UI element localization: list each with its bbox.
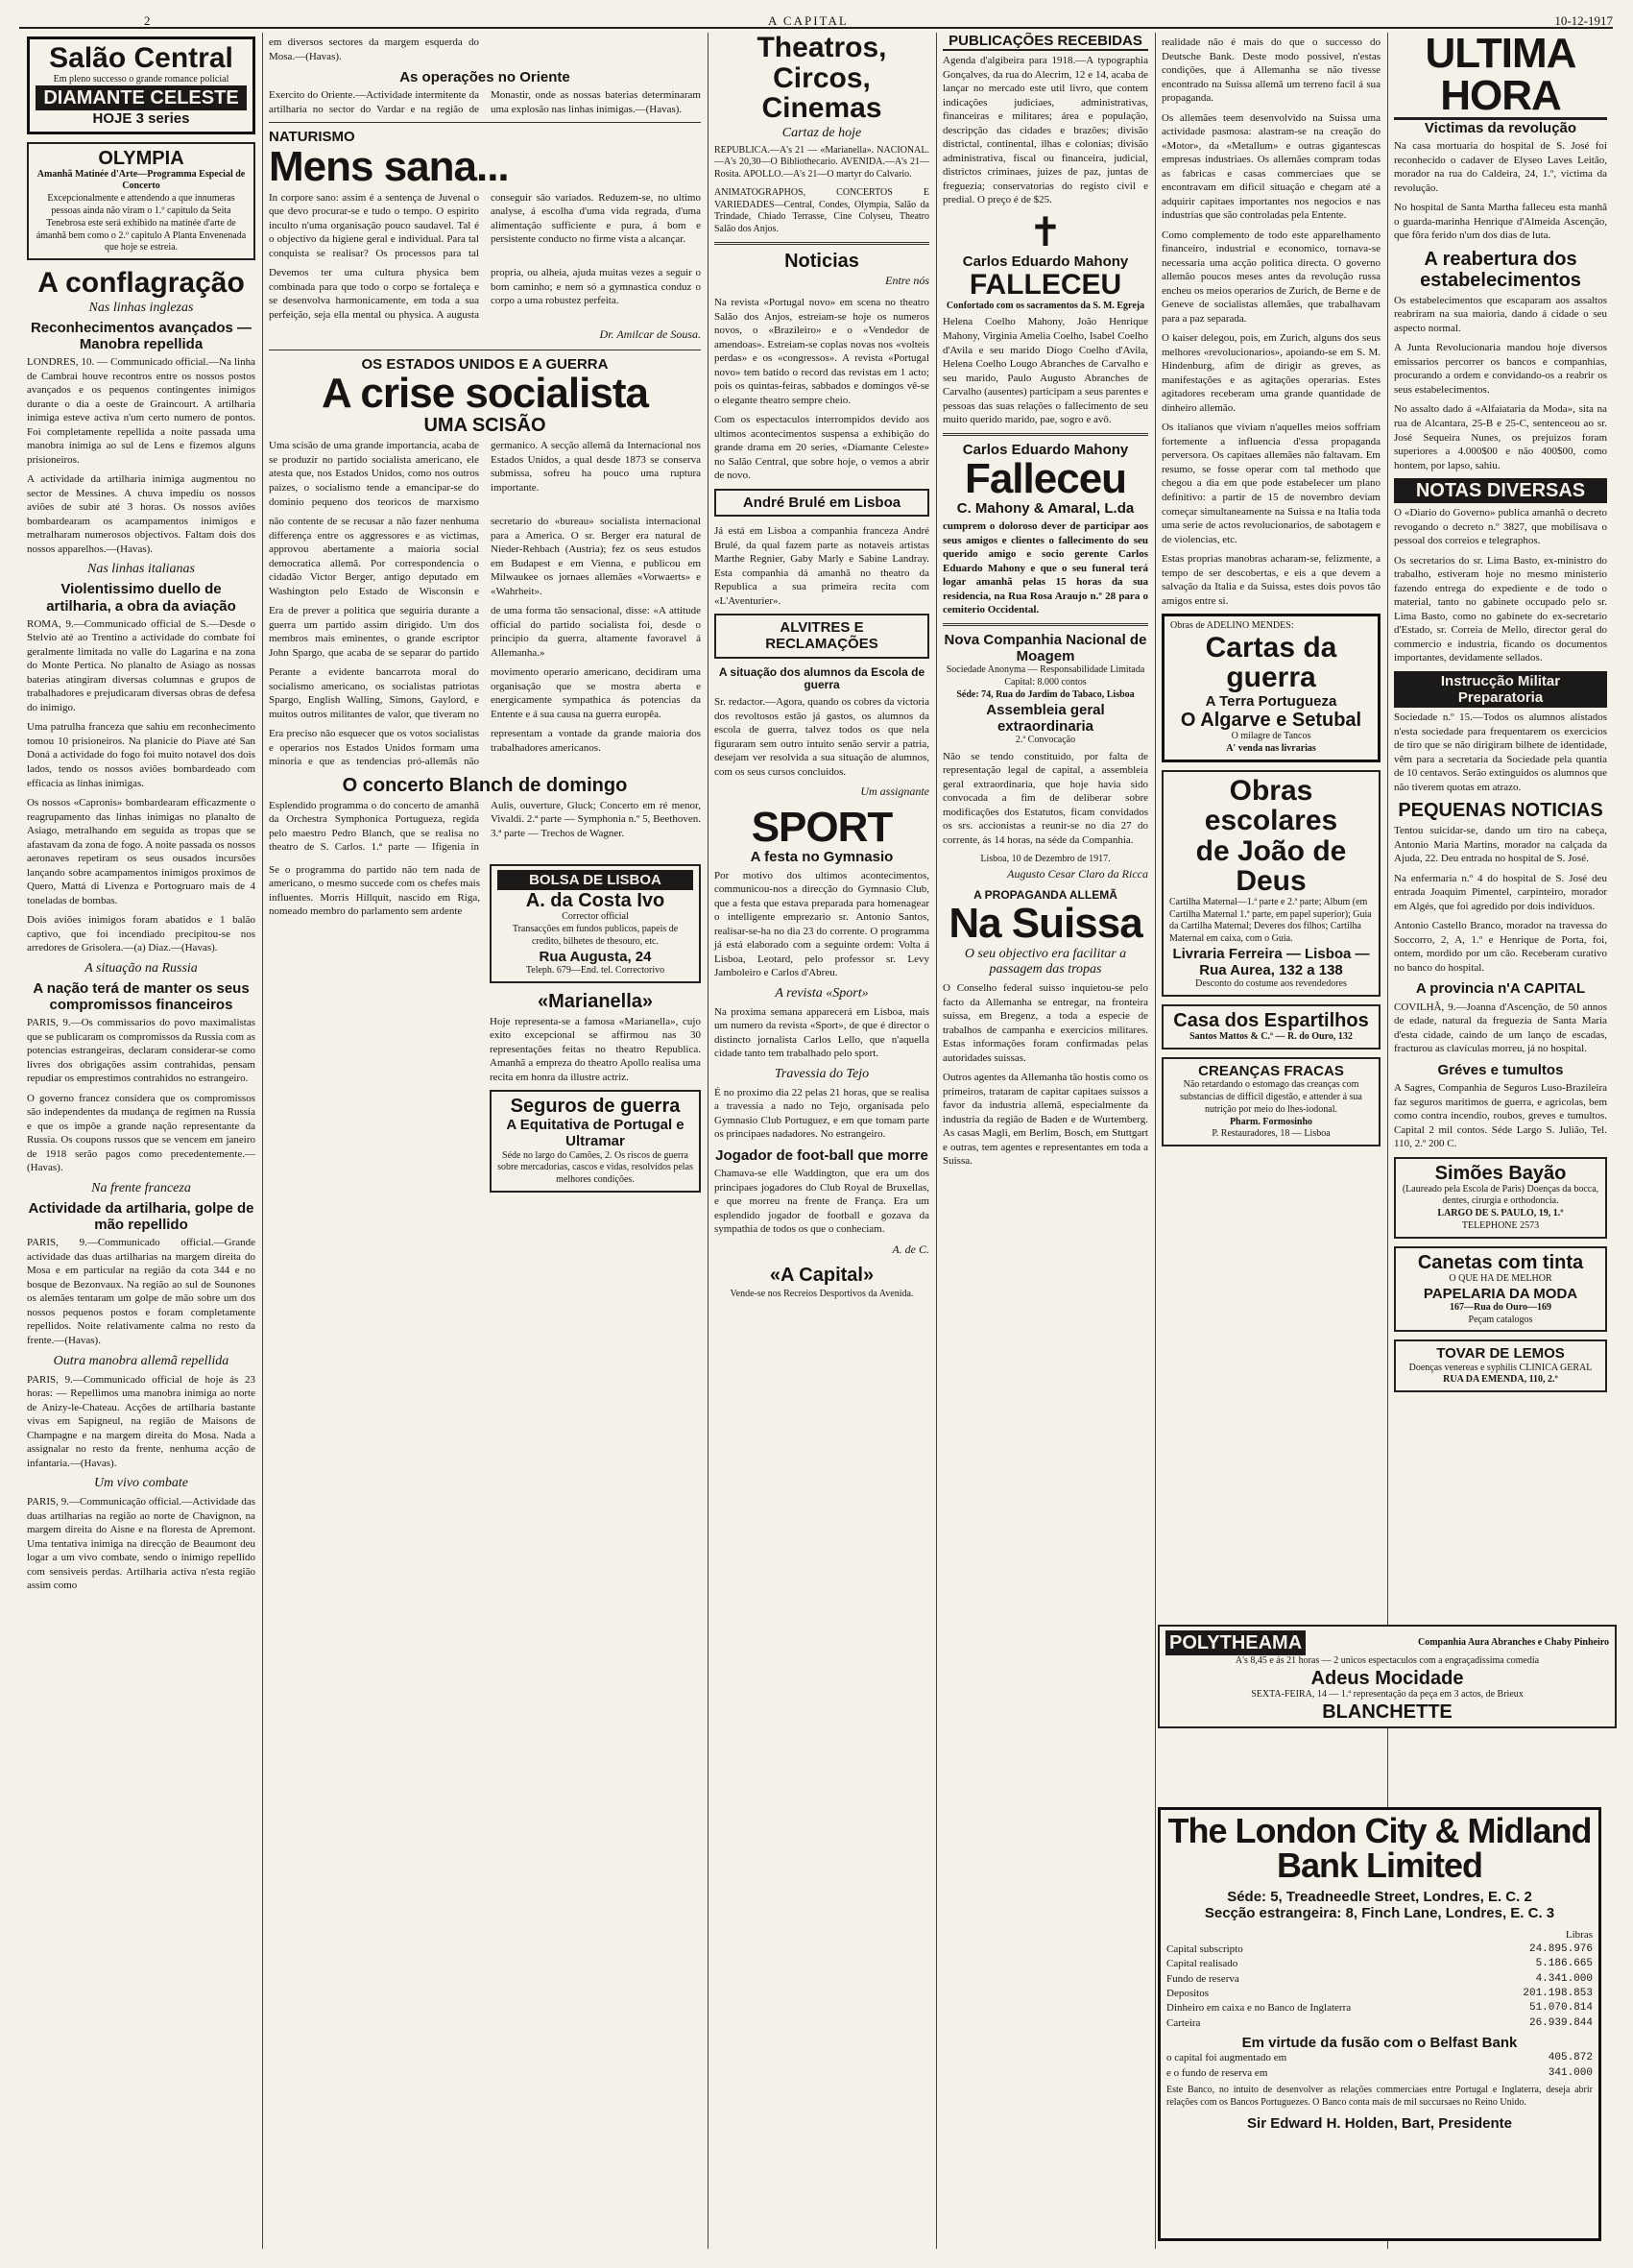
article-title: «A Capital» [769, 1264, 875, 1286]
article-title: ALVITRES E RECLAMAÇÕES [765, 619, 878, 653]
article-paragraph: COVILHÃ, 9.—Joanna d'Ascenção, de 50 annos de edade, natural da freguezia de Santa Maria d'esta cidade, caindo de um lanço de escadas, fracturou as clavículas morreu, já no hospital. [1394, 1001, 1607, 1055]
ad-simoes-tel: TELEPHONE 2573 [1461, 1220, 1540, 1231]
bank-row-value: 24.895.976 [1528, 1942, 1593, 1955]
ad-desconto: Desconto do costume aos revendedores [1195, 978, 1347, 990]
article-paragraph: Perante a evidente bancarrota moral do socialismo americano, os socialistas patriotas Spargo, English Walling, Simons, Gaylord, e muitos outros militantes de valor, que tiveram no movimento operario americano, decidiram uma organisação que se mostra aberta e energicamente sympathica ás potencias da Entente e á sua causa na guerra europêa. [269, 666, 701, 720]
bank-ledger [1166, 1928, 1593, 2032]
ad-simoes-addr: LARGO DE S. PAULO, 19, 1.º [1437, 1208, 1564, 1219]
divider [943, 623, 1148, 626]
article-paragraph: O «Diario do Governo» publica amanhã o decreto revogando o decreto n.º 3827, que mobilisava o pessoal dos correios e telegraphos. [1394, 507, 1607, 547]
bank-sede: Séde: 5, Treadneedle Street, Londres, E. C. 2 [1227, 1889, 1532, 1905]
ad-salao-tagline: Em pleno successo o grande romance policial [53, 73, 229, 84]
article-paragraph: Na casa mortuaria do hospital de S. José foi reconhecido o cadaver de Elyseo Laves Leitão, morador na rua do Caldeira, 24, 1.º, victima da revolução. [1394, 140, 1607, 194]
obituary-word: Falleceu [964, 454, 1127, 502]
ad-canetas: Canetas com tinta [1417, 1251, 1584, 1273]
bank-currency-row [1166, 1928, 1593, 1942]
ad-bolsa-addr: Rua Augusta, 24 [539, 948, 652, 965]
ad-seguros [490, 1090, 701, 1193]
article-paragraph: Era de prever a politica que seguiria durante a guerra um partido assim dirigido. Um dos membros mais eminentes, o grande escriptor John Spargo, que acaba de se separar do partido de uma forma tão sensacional, disse: «A attitude official do partido socialista foi, desde o principio da guerra, altamente favoravel á Allemanha.» [269, 605, 701, 659]
article-subtitle: O seu objectivo era facilitar a passagem das tropas [964, 947, 1127, 977]
bank-row [1166, 2066, 1593, 2081]
article-paragraph: realidade não é mais do que o successo do Deutsche Bank. Deste modo possivel, n'estas condições, que á Allemanha se não tivesse encontrado na Suissa allemã um terreno facil á sua propaganda. [1162, 36, 1381, 105]
bank-row-value: 51.070.814 [1528, 2002, 1593, 2015]
header-rule [19, 27, 1613, 29]
article-subhead: Reconhecimentos avançados —Manobra repellida [30, 319, 252, 352]
article-paragraph: Com os espectaculos interrompidos devido aos ultimos acontecimentos suspensa a exhibição do grande drama em 20 series, «Diamante Celeste» no Salão Central, que sobre hoje, o vemos a abrir de novo. [714, 414, 929, 482]
article-paragraph: É no proximo dia 22 pelas 21 horas, que se realisa a travessia a nado no Tejo, organisada pelo Gymnasio Club Portuguez, e em que tomam parte os principaes nadadores. No estrangeiro. [714, 1086, 929, 1141]
article-paragraph: Sociedade n.º 15.—Todos os alumnos alistados n'esta sociedade para frequentarem os exercicios de tiro que se não dirigiram bilhete de identidade, vêm para a secretaria da Sociedade pela quantia de 10 centavos. Serão extinguidos os alumnos que não tiverem quotas em atrazo. [1394, 712, 1607, 793]
article-subhead: A reabertura dos estabelecimentos [1420, 248, 1581, 291]
article-paragraph: Antonio Castello Branco, morador na travessa do Soccorro, 2, A, 1.º e Henrique de Porta, foi, ontem, mordido por um cão. Receberam curativo no banco do hospital. [1394, 920, 1607, 974]
article-subtitle: Outra manobra allemã repellida [53, 1353, 229, 1368]
section-title: Theatros, Circos, Cinemas [756, 33, 887, 124]
article-paragraph: Os secretarios do sr. Lima Basto, ex-ministro do trabalho, estiveram hoje no mesmo ministerio fazendo entrega do expediente e de todo o material, tanto no gabinete occupado pelo sr. Lima Basto, como no gabinete do ex-secretario d'Estado, sr. Correia de Mello, director geral do commercio e industria, ficando os documentos importantes, devidamente sellados. [1394, 554, 1607, 664]
ad-creancas-text: Não retardando o estomago das creanças com substancias de difficil digestão, e attender á sua nutrição por meio do lhes-iodonal. [1180, 1079, 1362, 1115]
notice-title: Nova Companhia Nacional de Moagem [944, 631, 1147, 664]
notice-signature: Augusto Cesar Claro da Ricca [1007, 867, 1148, 881]
article-title: Mens sana... [269, 142, 509, 190]
article-paragraph: PARIS, 9.—Communicado official de hoje ás 23 horas: — Repellimos uma manobra inimiga ao norte de Anizy-le-Chateau. Acções de artilharia bastante vivas em Sapigneul, na região de Maisons de Champagne e na margem direita do Mosa. Nada a assignalar no resto da frente, nenhuma acção de infantaria.—(Havas). [27, 1373, 255, 1469]
ad-polytheama [1158, 1625, 1617, 1728]
ad-salao-film: DIAMANTE CELESTE [36, 85, 247, 110]
bank-fusion: Em virtude da fusão com o Belfast Bank [1241, 2035, 1518, 2052]
section-title: PEQUENAS NOTICIAS [1398, 800, 1603, 822]
obituary-sub: Confortado com os sacramentos da S. M. Egreja [946, 300, 1145, 311]
ad-olympia-name: OLYMPIA [98, 147, 184, 169]
bank-row-label: e o fundo de reserva em [1166, 2066, 1268, 2079]
page-header [19, 13, 1613, 27]
obituary-word: FALLECEU [969, 269, 1122, 302]
obituary-name: Carlos Eduardo Mahony [962, 441, 1129, 458]
article-paragraph: Uma scisão de uma grande importancia, acaba de se produzir no partido socialista americano, ele atesta que, nos Estados Unidos, como nos outros paizes, o socialismo tende a emancipar-se do dominio pequeno dos teoricos de marxismo germanico. A secção allemã da Internacional nos Estados Unidos, a qual desde 1873 se conserva submissa, sofreu ha pouco uma ruptura importante. [269, 440, 701, 508]
article-signature: Dr. Amilcar de Sousa. [599, 327, 701, 342]
theatre-list: REPUBLICA.—A's 21 — «Marianella». NACIONAL.—A's 20,30—O Bibliothecario. AVENIDA.—A's 21—Rosita. APOLLO.—A's 21—O martyr do Calvario. [714, 144, 929, 181]
article-paragraph: In corpore sano: assim é a sentença de Juvenal o que devo procurar-se e tudo o tempo. O espirito inculto n'uma organisação pouco saudavel. Tal é o objectivo da higiene geral e individual. Para tal conquista se realisar? Os processos para tal conseguir são variados. Reduzem-se, no ultimo analyse, á escolha d'uma vida regrada, d'uma alimentação sufficiente e pura, á bom e persistente conducto no firme vista a alcançar. [269, 191, 701, 259]
ad-canetas-sub: O QUE HA DE MELHOR [1449, 1272, 1552, 1284]
bank-president: Sir Edward H. Holden, Bart, Presidente [1247, 2114, 1512, 2132]
ad-seguros-name: A Equitativa de Portugal e Ultramar [506, 1117, 684, 1150]
article-subhead: A situação dos alumnos da Escola de guerra [718, 664, 925, 692]
column-4 [937, 33, 1154, 2249]
article-title: Na Suissa [949, 900, 1142, 948]
ad-catalogos: Peçam catalogos [1468, 1314, 1533, 1325]
bank-row-value: 26.939.844 [1528, 2016, 1593, 2029]
notice-date: Lisboa, 10 de Dezembro de 1917. [980, 853, 1111, 864]
article-subhead: As operações no Oriente [399, 69, 570, 86]
article-subhead: A nação terá de manter os seus compromissos financeiros [33, 979, 250, 1013]
section-label: OS ESTADOS UNIDOS E A GUERRA [361, 356, 609, 374]
bank-row [1166, 2001, 1593, 2015]
ad-book-title: Cartas da guerra [1205, 631, 1337, 694]
bank-row [1166, 2016, 1593, 2031]
article-paragraph: Chamava-se elle Waddington, que era um dos principaes jogadores do Club Royal de Bruxellas, e que morreu na frente de França. Era um esplendido jogador de football e gozava da sympathia de todos os que o conheciam. [714, 1168, 929, 1236]
ad-poly-company: Companhia Aura Abranches e Chaby Pinheiro [1417, 1636, 1609, 1648]
article-subtitle: Nas linhas italianas [86, 562, 196, 577]
article-paragraph: O kaiser delegou, pois, em Zurich, alguns dos seus melhores «revolucionarios», apoiando-se em S. M. Hindenburg, afim de dirigir as greves, as manifestações e as agitações operarias. Estes agitadores receberam uma grande quantidade de dinheiro allemão. [1162, 332, 1381, 414]
bank-ledger-2 [1166, 2051, 1593, 2081]
ad-obras-label: Obras de ADELINO MENDES: [1170, 620, 1294, 632]
article-paragraph: Como complemento de todo este apparelhamento financeiro, industrial e economico, tornava-se necessaria uma acção politica directa. O governo allemão poucos meses antes da revolução russa encheu os meios operarios de Zurich, de Berne e de Geneve de socialistas allemães, que trabalhavam para a paz separada. [1162, 229, 1381, 325]
article-signature: A. de C. [892, 1242, 929, 1256]
article-paragraph: Tentou suicidar-se, dando um tiro na cabeça, Antonio Maria Martins, morador na calçada da Ajuda, 22. Deu entrada no hospital de S. José. [1394, 825, 1607, 865]
col2-bottom-right [490, 860, 701, 1200]
ad-book-title: O Algarve e Setubal [1180, 710, 1362, 732]
ad-london-city-midland-bank [1158, 1807, 1601, 2241]
bank-row [1166, 1987, 1593, 2001]
section-title: NOTAS DIVERSAS [1394, 478, 1607, 503]
cinema-list: ANIMATOGRAPHOS, CONCERTOS E VARIEDADES—Central, Condes, Olympia, Salão da Trindade, Chiado Terrasse, Cine Colyseu, Theatro Salão dos Anjos. [714, 186, 929, 235]
article-paragraph: Dois aviões inimigos foram abatidos e 1 balão captivo, que foi incendiado precipitou-se nos arredores de Grisolera.—(a) Diaz.—(Havas). [27, 914, 255, 954]
ad-livraria: Livraria Ferreira — Lisboa — Rua Aurea, 132 a 138 [1172, 945, 1370, 979]
notice-assembly: Assembleia geral extraordinaria [986, 701, 1105, 735]
article-paragraph: No hospital de Santa Martha falleceu esta manhã o guarda-marinha Henrique d'Almeida Ascenção, que fôra ferido n'um dos dias de luta. [1394, 202, 1607, 242]
section-subtitle: Cartaz de hoje [781, 125, 862, 140]
bank-row-label: Dinheiro em caixa e no Banco de Inglaterra [1166, 2002, 1352, 2015]
article-paragraph: LONDRES, 10. — Communicado official.—Na linha de Cambrai houve recontros entre os nossos postos avançados e os pequenos contingentes inimigos durante o dia a oeste de Graincourt. A artilharia inimiga esteve activa n'um certo numero de pontos. Foi completamente repellida a noite passada uma manobra inimiga ao sul de Lens e fizemos alguns prisioneiros. [27, 356, 255, 466]
section-title: ULTIMA HORA [1394, 33, 1607, 120]
ad-salao-badge-num: 3 [135, 110, 144, 128]
ad-bolsa-title: BOLSA DE LISBOA [497, 870, 693, 890]
article-subtitle: Um vivo combate [94, 1476, 188, 1491]
ad-espartilhos [1162, 1004, 1381, 1050]
section-label: NATURISMO [269, 129, 355, 146]
article-paragraph: Devemos ter uma cultura physica bem combinada para que todo o corpo se fortaleça e se desenvolva harmonicamente, em toda a sua perfeição, seja ella mental ou physica. A augusta propria, ou alheia, ajuda muitas vezes a seguir o bom caminho; e nem só a gymnastica conduz o corpo a uma robustez perfeita. [269, 267, 701, 321]
article-subhead: Jogador de foot-ball que morre [715, 1146, 928, 1164]
article-subtitle: Nas linhas inglezas [88, 300, 194, 315]
ad-salao-hoje [36, 110, 247, 127]
article-signature: Um assignante [860, 784, 929, 799]
ad-book-title: O milagre de Tancos [1231, 731, 1311, 742]
article-paragraph: A Sagres, Companhia de Seguros Luso-Brazileira faz seguros maritimos de guerra, e agricolas, bem como contra incendio, roubos, greves e tumultos. Capital 2 mil contos. Séde Largo S. Julião, Tel. 110, 2.º 200 C. [1394, 1082, 1607, 1150]
bank-row [1166, 1957, 1593, 1971]
article-paragraph: PARIS, 9.—Communicado official.—Grande actividade das duas artilharias na margem direita do Mosa e em particular na região da cota 344 e no bosque de Bezonvaux. Na região ao sul de Sounones os alemães tentaram um golpe de mão sobre um dos nossos pequenos postos e foram completamente repellidos. Noite relativamente calma no resto da frente.—(Havas). [27, 1237, 255, 1346]
article-paragraph: Estas proprias manobras acharam-se, felizmente, a tempo de ser descobertas, e eis a que devem a salvação da Italia e da Suissa, estes dois povos tão amigos entre si. [1162, 553, 1381, 607]
article-paragraph: Vende-se nos Recreios Desportivos da Avenida. [730, 1288, 914, 1299]
article-paragraph: Exercito do Oriente.—Actividade intermitente da artilharia no sector do Vardar e na região de Monastir, onde as nossas baterias determinaram uma explosão nas linhas inimigas.—(Havas). [269, 89, 701, 115]
column-3 [708, 33, 935, 2249]
ad-pharm: Pharm. Formosinho [1229, 1116, 1313, 1127]
article-title: A conflagração [37, 267, 245, 300]
column-2 [263, 33, 707, 2249]
section-title: PUBLICAÇÕES RECEBIDAS [943, 33, 1148, 51]
bank-currency: Libras [1565, 1928, 1593, 1941]
section-title: Gréves e tumultos [1437, 1061, 1564, 1078]
ad-olympia-line1: Amanhã Matinée d'Arte—Programma Especial de Concerto [36, 168, 246, 192]
article-subhead: Actividade da artilharia, golpe de mão repellido [28, 1199, 254, 1234]
bank-row-label: o capital foi augmentado em [1166, 2052, 1287, 2064]
ad-espartilhos-addr: Santos Mattos & C.ª — R. do Ouro, 132 [1189, 1031, 1353, 1043]
section-subtitle: Entre nós [885, 274, 929, 288]
ad-simoes-sub: (Laureado pela Escola de Paris) Doenças da bocca, dentes, cirurgia e orthodoncia. [1402, 1183, 1599, 1207]
article-title: André Brulé em Lisboa [742, 494, 901, 511]
ad-poly-text: A's 8,45 e ás 21 horas — 2 unicos espectaculos com a engraçadissima comedia [1235, 1655, 1540, 1666]
article-title: A crise socialista [322, 370, 648, 418]
masthead: A CAPITAL [768, 13, 849, 28]
bank-row [1166, 2051, 1593, 2065]
article-subhead: Violentissimo duello de artilharia, a obra da aviação [46, 581, 236, 615]
ad-creancas [1162, 1057, 1381, 1146]
article-paragraph: Hoje representa-se a famosa «Marianella», cujo exito excepcional se affirmou nas 30 representações feitas no theatro Republica. Amanhã a empreza do theatro Apollo realisa uma recita em honra da illustre actriz. [490, 1015, 701, 1083]
cross-icon: ✝ [1028, 210, 1063, 255]
section-label: A PROPAGANDA ALLEMÃ [973, 888, 1117, 903]
column-1 [21, 33, 261, 2249]
article-paragraph: Agenda d'algibeira para 1918.—A typographia Gonçalves, da rua do Alecrim, 12 e 14, acaba de lançar no mercado este util livro, que contem indicações judiciaes, administrativas, financeiras e militares; área e população, descripção das cidades e brazões; divisão districtal, continental, ilhas e colonias; divisão administrativa, fiscal ou financeira, judicial, districtos criminaes, juizes de paz, juntas de freguezia; conservatorias do registo civil e predial. O preço é de $25. [943, 55, 1148, 206]
section-title: A provincia n'A CAPITAL [1415, 980, 1586, 998]
article-paragraph: Sr. redactor.—Agora, quando os cobres da victoria dos revoltosos estão já gastos, os alumnos da escola de guerra, talvez todos os que nela figuraram sem outro intuito senão servir a patria, desejam ver resolvida a sua situação de alumnos, com os seus cursos concluidos. [714, 696, 929, 778]
bank-row [1166, 1972, 1593, 1987]
ad-tovar-addr: RUA DA EMENDA, 110, 2.º [1443, 1374, 1558, 1386]
ad-poly-play: Adeus Mocidade [1310, 1667, 1464, 1689]
ad-salao-name: Salão Central [49, 42, 233, 74]
divider [269, 122, 701, 123]
bank-row-value: 201.198.853 [1523, 1988, 1593, 2000]
ad-escolares-title2: de João de Deus [1195, 834, 1347, 898]
col2-bottom-row [269, 860, 701, 1200]
article-paragraph: Por motivo dos ultimos acontecimentos, communicou-nos a direcção do Gymnasio Club, que a festa que estava preparada para homenagear o intelligente emprezario sr. Antonio Santos, realisar-se-ha no dia 23 do corrente. O programma já está elaborado com a seguinte ordem: Volta á Lisboa, Leotard, pelo professor sr. Levy Jamboleiro e Carlos d'Abreu. [714, 869, 929, 979]
notice-sede: Séde: 74, Rua do Jardim do Tabaco, Lisboa [956, 688, 1135, 700]
ad-poly-name: POLYTHEAMA [1165, 1630, 1306, 1655]
ad-poly-friday: SEXTA-FEIRA, 14 — 1.ª representação da peça em 3 actos, de Brieux [1251, 1688, 1524, 1700]
article-paragraph: Na proxima semana apparecerá em Lisboa, mais um numero da revista «Sport», de que é director o distincto jornalista Carlos Lello, que n'aquella cidade tanto tem trabalhado pelo sport. [714, 1005, 929, 1060]
bank-row-label: Fundo de reserva [1166, 1972, 1239, 1985]
notice-convocation: 2.ª Convocação [1015, 735, 1076, 746]
ad-venda: A' venda nas livrarias [1226, 742, 1316, 754]
ad-poly-brieux: BLANCHETTE [1322, 1701, 1453, 1723]
article-subtitle: A situação na Russia [84, 960, 198, 976]
article-paragraph: PARIS, 9.—Os commissarios do povo maximalistas que se publicaram os compromissos da Russia com as potencias estrangeiras, declaram considerar-se como livres dos obrigações assim contrahidas, pensam repudiar os emprestimos contrahidos no estrangeiro. [27, 1017, 255, 1085]
ad-pharm-addr: P. Restauradores, 18 — Lisboa [1212, 1128, 1331, 1140]
article-subtitle: Na frente franceza [91, 1180, 191, 1195]
ad-simoes-bayao [1394, 1157, 1607, 1239]
article-paragraph: O governo francez considera que os compromissos são independentes da mudança de regimen na Russia e que os impõe a grande nação representante da Russia. Os coupons russos que se vencem em janeiro de 1918 serão pagos como precedentemente.—(Havas). [27, 1092, 255, 1174]
ad-seguros-text: Séde no largo do Camões, 2. Os riscos de guerra sobre mercadorias, cascos e vidas, resolvidos pelas melhores condições. [497, 1149, 693, 1186]
article-paragraph: Já está em Lisboa a companhia franceza André Brulé, da qual fazem parte as notaveis artistas Marthe Regnier, Gaby Marly e Sabine Landray. Esta companhia dá amanhã no theatro da Republica a sua primeira recita com «L'Aventurier». [714, 525, 929, 607]
article-title: O concerto Blanch de domingo [342, 774, 628, 796]
article-title: «Marianella» [537, 990, 654, 1012]
article-paragraph: em diversos sectores da margem esquerda do Mosa.—(Havas). [269, 36, 479, 62]
ad-obras-escolares [1162, 770, 1381, 997]
article-paragraph: No assalto dado á «Alfaiataria da Moda», sita na rua de Alcantara, 25-B e 25-C, sentenceou ao sr. José Sequeira Nunes, os prejuizos foram superiores a 4.000$00 e não 400$00, como hontem, por lapso, sahiu. [1394, 403, 1607, 471]
article-paragraph: O Conselho federal suisso inquietou-se pelo facto da Allemanha se entregar, na fronteira suissa, em Bregenz, a toda a especie de trabalhos de campanha e exercicios militares. Estas informações foram confirmadas pelas autoridades suissas. [943, 982, 1148, 1064]
divider [714, 242, 929, 245]
article-subhead: A festa no Gymnasio [750, 849, 894, 866]
ad-escolares-list: Cartilha Maternal—1.ª parte e 2.ª parte; Album (em Cartilha Maternal 1.ª parte, em papel superior); Guia da Cartilha Maternal; Deveres dos filhos; Cartilha Maternal em caixa, com o Guia. [1169, 896, 1372, 945]
bank-row-value: 405.872 [1548, 2052, 1593, 2064]
bank-row-label: Capital realisado [1166, 1958, 1238, 1970]
ad-adelino-mendes [1162, 614, 1381, 762]
article-paragraph: Os allemães teem desenvolvido na Suissa uma actividade pasmosa: alastram-se na creação do «Motor», da «Metallum» e outras gigantescas empresas industriaes. Os allemães compram todas as fabricas e casas commerciaes que se encontravam em dificil situação e chegam até a adquirir capitaes importantes nos negocios e nas industrias que são controladas pela Entente. [1162, 111, 1381, 222]
ad-espartilhos-title: Casa dos Espartilhos [1173, 1010, 1369, 1032]
article-title-box [714, 489, 929, 517]
page-date: 10-12-1917 [1554, 13, 1613, 28]
article-paragraph: Se o programma do partido não tem nada de americano, o mesmo succede com os chefes mais influentes. Morris Hillquit, nascido em Riga, nomeado membro do parlamento sem ardente [269, 863, 480, 918]
obituary-firm: C. Mahony & Amaral, L.da [956, 499, 1135, 517]
ad-book-title: A Terra Portugueza [1205, 692, 1337, 710]
bank-row-value: 341.000 [1548, 2066, 1593, 2079]
ad-salao-badge-hoje: HOJE [92, 110, 132, 128]
ad-creancas-title: CREANÇAS FRACAS [1198, 1063, 1344, 1080]
section-title: SPORT [751, 804, 893, 852]
section-title: Instrucção Militar Preparatoria [1394, 671, 1607, 709]
bank-row-label: Capital subscripto [1166, 1942, 1243, 1955]
obituary-text: Helena Coelho Mahony, João Henrique Mahony, Virginia Amelia Coelho, Isabel Coelho d'Avila e seu marido Diogo Coelho d'Avila, Helena Coelho Lougo Abranches de Carvalho e seu marido, Paulo Augusto Abranches de Carvalho (ausentes) participam a seus parentes e pessoas das suas relações o fallecimento de seu muito querido marido, pae, sogro e avô. [943, 316, 1148, 426]
article-title-box [714, 614, 929, 659]
bank-row-label: Carteira [1166, 2016, 1201, 2029]
ad-olympia-text: Excepcionalmente e attendendo a que innumeras pessoas ainda não viram o 1.º capitulo da Seita Tenebrosa este será exhibido na matinée d'arte de ámanhã bem como o 2.º capitulo A Planta Envenenada que hoje se estreia. [36, 193, 247, 253]
notice-capital: Capital: 8.000 contos [1004, 677, 1087, 688]
bank-row [1166, 1942, 1593, 1957]
bank-row-value: 5.186.665 [1535, 1958, 1593, 1970]
article-paragraph: não contente de se recusar a não fazer nenhuma differença entre os aggressores e as victimas, approvou abertamente a maioria social democratica allemã. Por correspondencia o cidadão Victor Berger, antigo deputado em Washington pelo Estado de Wisconsin e secretario do «bureau» socialista internacional para a America. O sr. Berger era natural de Nieder-Rehbach (Austria); fez os seus estudos em Budapest e em Vienna, e publicou em Milwaukee os jornaes allemães «Vorwaerts» e «Wahrheit». [269, 516, 701, 597]
obituary-name: Carlos Eduardo Mahony [962, 253, 1129, 270]
page-number: 2 [144, 13, 151, 28]
article-paragraph: Na enfermaria n.º 4 do hospital de S. José deu entrada Joaquim Pimentel, carpinteiro, morador em Algés, que foi agredido por dois individuos. [1394, 872, 1607, 912]
article-subtitle: A revista «Sport» [775, 985, 869, 1001]
ad-bolsa-name: A. da Costa Ivo [525, 890, 665, 912]
notice-text: Não se tendo constituido, por falta de representação legal de capital, a assembleia geral extraordinaria, que hoje havia sido convocada a fim de deliberar sobre modificações dos Estatutos, ficam convidados os srs. accionistas a reunir-se no dia 27 do corrente, ás 14 horas, na séde da Companhia. [943, 750, 1148, 846]
article-subtitle: Travessia do Tejo [774, 1066, 870, 1081]
ad-bolsa-text: Transacções em fundos publicos, papeis de credito, bilhetes de thesouro, etc. [512, 923, 679, 947]
article-paragraph: ROMA, 9.—Communicado official de S.—Desde o Stelvio até ao Trentino a actividade do combate foi geralmente limitada no valle do Lagarina e na zona do Monte Pertica. No planalto de Asiago as nossas baterias atingiram diversas columnas e grupos de trabalhadores e prejudicaram diversas obras de defesa do inimigo. [27, 617, 255, 713]
article-paragraph: Esplendido programma o do concerto de amanhã da Orchestra Symphonica Portugueza, regida pelo maestro Pedro Blanch, que se realisa no theatro de S. Carlos. 1.ª parte — Ifigenia in Aulis, ouverture, Gluck; Concerto em ré menor, Vivaldi. 2.ª parte — Symphonia n.º 5, Beethoven. 3.ª parte — Trechos de Wagner. [269, 799, 701, 854]
bank-row-value: 4.341.000 [1535, 1972, 1593, 1985]
ad-olympia [27, 142, 255, 261]
article-paragraph: A actividade da artilharia inimiga augmentou no sector de Messines. A chuva impediu os nossos aviões de subir até 3 horas. Os nossos aviões bombardearam os acampamentos inimigos e metralharam numerosos objectivos. Faltam dois dos nossos apparelhos.—(Havas). [27, 473, 255, 555]
article-paragraph: A Junta Revolucionaria mandou hoje diversos emissarios percorrer os bancos e companhias, procurando a ordem e convidando-os a reabrir os seus estabelecimentos. [1394, 342, 1607, 396]
article-paragraph: Os estabelecimentos que escaparam aos assaltos reabriram na sua maioria, dando á cidade o seu aspecto normal. [1394, 294, 1607, 334]
col2-bottom-left [269, 860, 480, 1200]
article-paragraph: Uma patrulha franceza que sahiu em reconhecimento tomou 10 prisioneiros. Na planicie do Piave até San Doná a actividade do fogo foi muito notavel dos dois lados, tendo os nossos aviões bombardeado com efficacia as linhas inimigas. [27, 721, 255, 789]
obituary-text: cumprem o doloroso dever de participar aos seus amigos e clientes o fallecimento do seu querido amigo e socio gerente Carlos Eduardo Mahony e que o seu funeral terá logar amanhã pelas 15 horas da sua residencia, na Rua Rosa Araujo n.º 28 para o cemiterio Occidental. [943, 520, 1148, 616]
article-paragraph: Na revista «Portugal novo» em scena no theatro Salão dos Anjos, estreiam-se hoje os numeros novos, o «Brazileiro» e o «Vendedor de amendoas». Estreiam-se coplas novas nos «volteis perdas» e os «congressos». A revista «Portugal novo» tem batido o record das revistas em 1 acto; pois os quintas-feiras, sabbados e domingos vê-se o elegante theatro sempre cheio. [714, 297, 929, 406]
ad-tovar-title: TOVAR DE LEMOS [1436, 1345, 1565, 1363]
ad-papelaria [1394, 1246, 1607, 1333]
ad-simoes-title: Simões Bayão [1434, 1162, 1567, 1184]
bank-text: Este Banco, no intuito de desenvolver as relações commerciaes entre Portugal e Inglaterra, deseja abrir relações com os Bancos Portuguezes. O Banco conta mais de mil succursaes no Reino Unido. [1166, 2085, 1593, 2109]
ad-papelaria-name: PAPELARIA DA MODA [1423, 1285, 1578, 1302]
ad-bolsa-tel: Teleph. 679—End. tel. Correctorivo [525, 964, 665, 976]
ad-seguros-title: Seguros de guerra [510, 1096, 681, 1118]
ad-salao-central [27, 36, 255, 134]
article-paragraph: Os nossos «Capronis» bombardearam efficazmente o reagrupamento das linhas inimigas no planalto de Asiago, metralhando em seguida as tropas que se afastavam da zona de fogo. A noite passada os nossos aeronaves repetiram os seus ousados incursões lançando sobre acampamentos inimigos proximos de Quero, Mattá di Livenza e Portogruaro mais de 4 toneladas de bombas. [27, 797, 255, 906]
ad-bolsa-role: Corrector official [562, 911, 629, 923]
ad-bolsa [490, 864, 701, 983]
article-paragraph: Era preciso não esquecer que os votos socialistas e operarios nos Estados Unidos formam uma minoria e que as tendencias pró-allemãs não representam a vontade da grande maioria dos trabalhadores americanos. [269, 728, 701, 768]
ad-escolares-title: Obras escolares [1204, 774, 1338, 837]
bank-title: The London City & Midland Bank Limited [1167, 1811, 1592, 1885]
ad-papelaria-addr: 167—Rua do Ouro—169 [1450, 1301, 1551, 1313]
ad-tovar-sub: Doenças venereas e syphilis CLINICA GERAL [1408, 1362, 1593, 1373]
article-subhead: Victimas da revolução [1424, 120, 1577, 136]
ad-salao-badge-series: series [148, 110, 190, 128]
divider [943, 433, 1148, 436]
article-paragraph: Outros agentes da Allemanha tão hostis como os primeiros, trataram de capitar capitaes suissos a favor da industria allemã, especialmente da industria da região de Baden e de Wurtemberg. As casas Magli, em Berlim, Bosch, em Stuttgart e outras, tem agentes e representantes em toda a Suissa. [943, 1072, 1148, 1168]
section-title: Noticias [784, 251, 859, 273]
ad-poly-row [1165, 1630, 1609, 1655]
bank-seccao: Secção estrangeira: 8, Finch Lane, Londres, E. C. 3 [1204, 1905, 1555, 1922]
article-subhead: UMA SCISÃO [423, 415, 546, 437]
ad-tovar [1394, 1339, 1607, 1392]
article-paragraph: Os italianos que viviam n'aquelles meios soffriam fortemente a influencia d'essa propaganda perversora. Os capitaes allemães não faltavam. Em resumo, se fosse operar com tal methodo que chegou a dia em que pode estabelecer um plano definitivo: a partir de 15 de novembro deviam começar simultaneamente na Suissa e na Italia toda uma serie de actos revolucionarios, de sabotagem e de violencias, etc. [1162, 422, 1381, 545]
article-paragraph: PARIS, 9.—Communicação official.—Actividade das duas artilharias na região ao norte de Chavignon, na margem direita do Aisne e na floresta de Apremont. Uma tentativa inimiga na direcção de Beaumont deu logar a um vivo combate, sendo o inimigo repellido com sensiveis perdas. Artilharia activa n'esta região assim como [27, 1496, 255, 1592]
notice-sub: Sociedade Anonyma — Responsabilidade Limitada [946, 664, 1145, 676]
bank-row-label: Depositos [1166, 1988, 1209, 2000]
